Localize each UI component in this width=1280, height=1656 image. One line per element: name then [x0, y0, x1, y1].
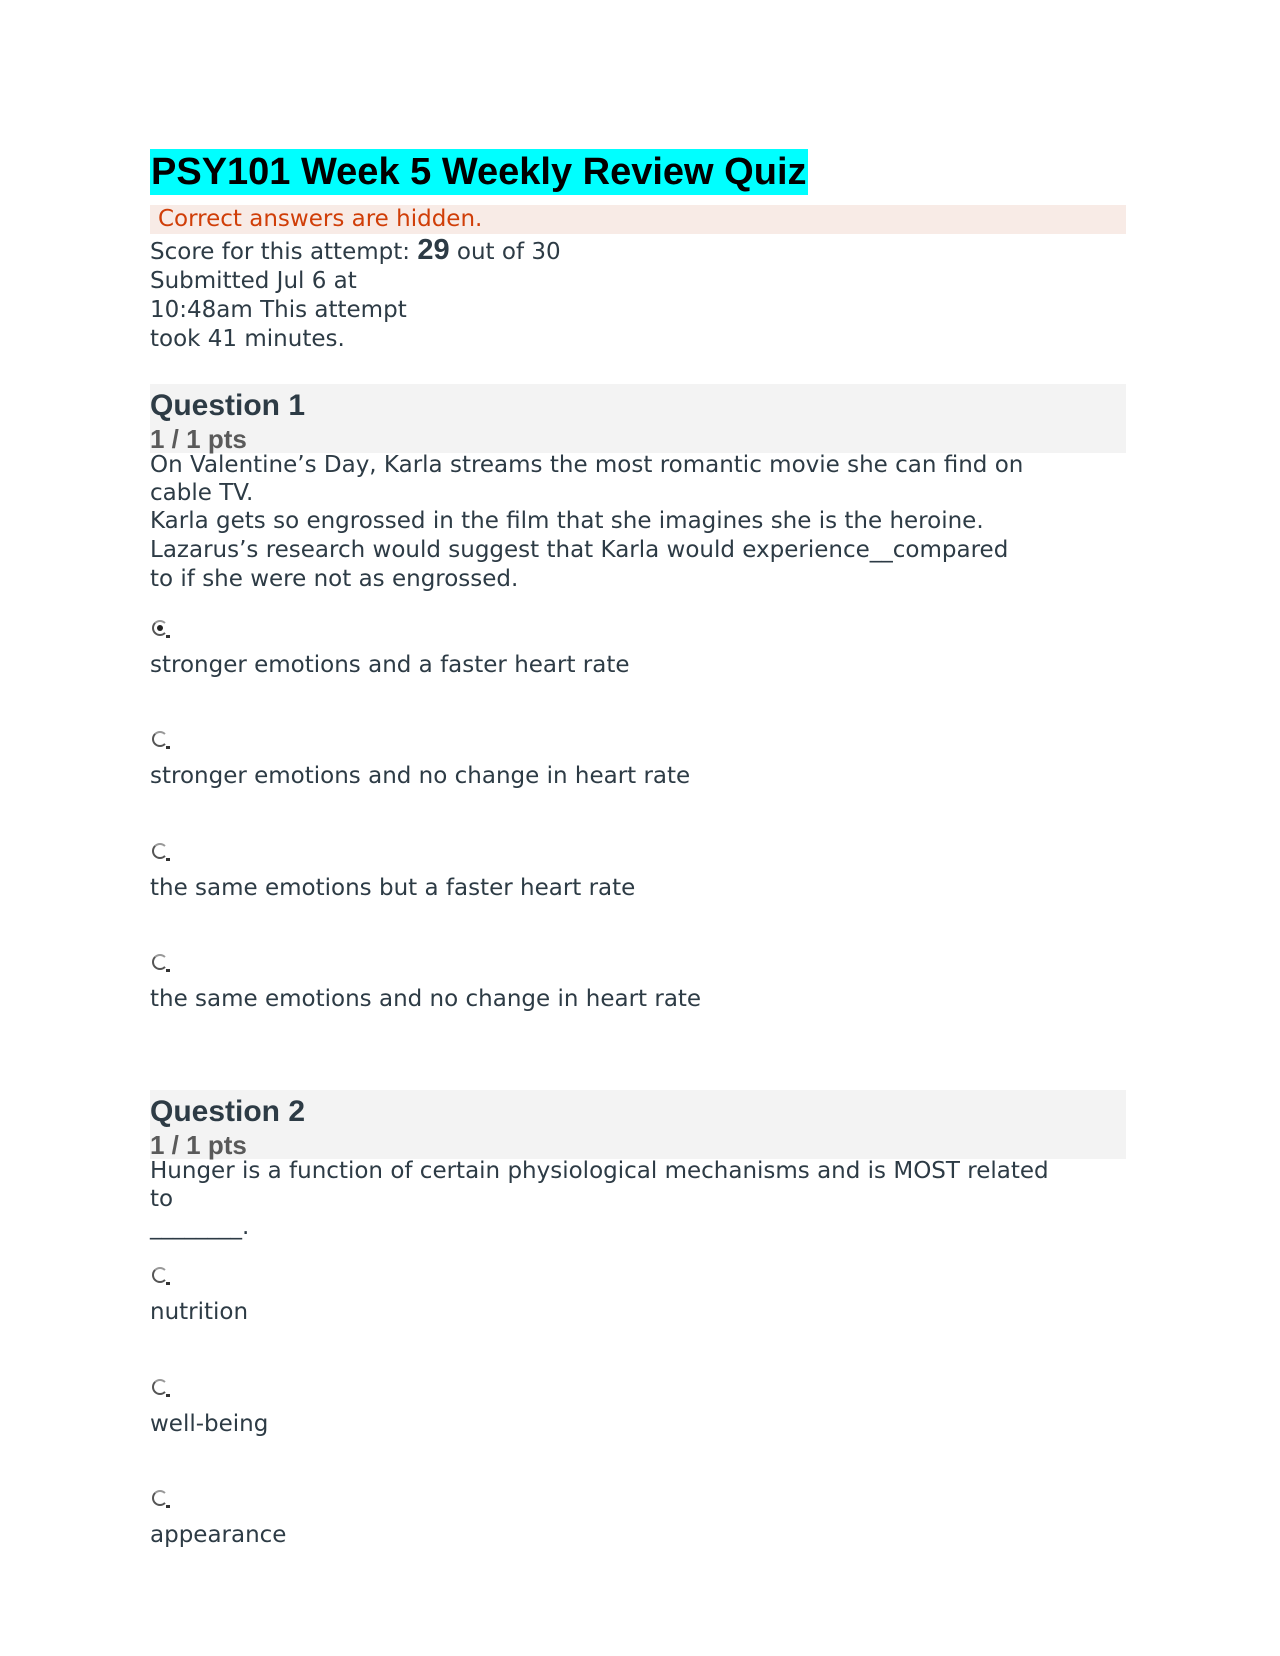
score-value: 29: [417, 234, 450, 266]
radio-selected-icon[interactable]: [152, 620, 168, 636]
question-2-option-1[interactable]: [150, 1267, 1050, 1347]
page-title: PSY101 Week 5 Weekly Review Quiz: [151, 151, 807, 193]
question-2-text-line: Hunger is a function of certain physiological mechanisms and is MOST related: [150, 1158, 1049, 1184]
radio-icon[interactable]: [152, 843, 168, 859]
attempt-summary: [150, 236, 561, 354]
answers-hidden-notice: Correct answers are hidden.: [150, 205, 1126, 234]
question-2-option-3[interactable]: [150, 1490, 1050, 1570]
option-label: the same emotions and no change in heart rate: [150, 986, 702, 1012]
option-label: well-being: [150, 1411, 269, 1437]
question-1-header: [150, 384, 1126, 453]
question-1-option-2[interactable]: [150, 731, 1050, 811]
question-1-option-1[interactable]: [150, 620, 1050, 700]
score-suffix: out of 30: [449, 239, 561, 265]
option-label: stronger emotions and a faster heart rate: [150, 652, 630, 678]
question-1-text-line: Lazarus’s research would suggest that Karla would experience__compared: [150, 537, 1009, 563]
question-1-text: [150, 452, 1140, 594]
option-label: the same emotions but a faster heart rate: [150, 875, 636, 901]
question-2-title: Question 2: [150, 1095, 306, 1128]
score-line: [150, 236, 561, 267]
question-2-header: [150, 1090, 1126, 1159]
question-2-points: 1 / 1 pts: [150, 1130, 247, 1160]
submitted-line-1: Submitted Jul 6 at: [150, 268, 357, 294]
question-1-text-line: On Valentine’s Day, Karla streams the most romantic movie she can find on: [150, 452, 1024, 478]
question-1-title: Question 1: [150, 389, 306, 422]
question-1-option-3[interactable]: [150, 843, 1050, 923]
option-label: nutrition: [150, 1299, 249, 1325]
question-2-text-line: to: [150, 1186, 174, 1212]
radio-icon[interactable]: [152, 1490, 168, 1506]
question-1-text-line: to if she were not as engrossed.: [150, 566, 519, 592]
question-2-text: [150, 1158, 1140, 1242]
question-2-text-line: ________.: [150, 1214, 250, 1240]
question-1-text-line: cable TV.: [150, 480, 254, 506]
radio-icon[interactable]: [152, 731, 168, 747]
score-prefix: Score for this attempt:: [150, 239, 418, 265]
option-label: stronger emotions and no change in heart rate: [150, 763, 691, 789]
submitted-line-2: 10:48am This attempt: [150, 297, 407, 323]
radio-icon[interactable]: [152, 1379, 168, 1395]
question-1-option-4[interactable]: [150, 954, 1050, 1034]
option-label: appearance: [150, 1522, 287, 1548]
question-1-points: 1 / 1 pts: [150, 424, 247, 454]
submitted-line-3: took 41 minutes.: [150, 326, 345, 352]
question-1-text-line: Karla gets so engrossed in the film that she imagines she is the heroine.: [150, 508, 984, 534]
radio-icon[interactable]: [152, 1267, 168, 1283]
radio-icon[interactable]: [152, 954, 168, 970]
question-2-option-2[interactable]: [150, 1379, 1050, 1459]
